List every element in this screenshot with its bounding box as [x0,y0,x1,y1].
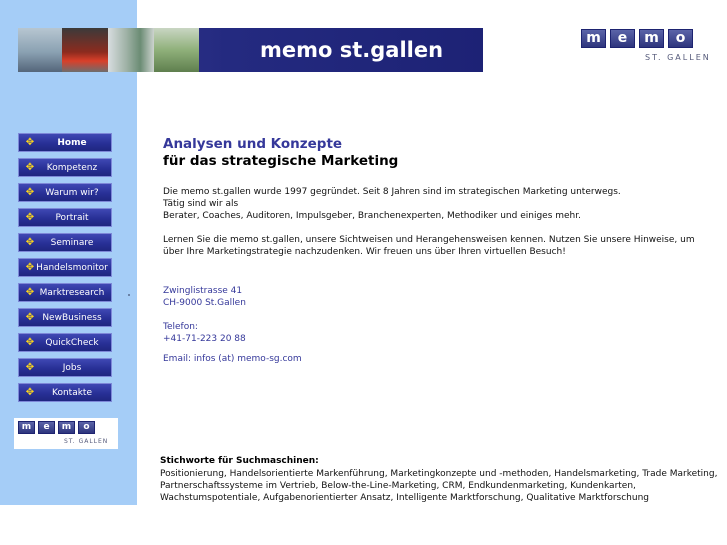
cross-arrows-icon: ✥ [25,212,35,223]
main-nav [18,133,112,408]
welcome-line-2: über Ihre Marketingstrategie nachzudenken. Wir freuen uns über Ihren virtuellen Besuch! [163,247,566,257]
nav-warum-wir[interactable]: ✥ Warum wir? [18,183,112,202]
phone-label: Telefon: [163,322,198,332]
logo-letter: m [58,421,75,434]
banner-photo-building [108,28,154,72]
intro-line-3: Berater, Coaches, Auditoren, Impulsgeber, Branchenexperten, Methodiker und einiges mehr. [163,211,581,221]
logo-letter: m [581,29,606,48]
sidebar-logo[interactable] [14,418,118,449]
nav-newbusiness[interactable]: ✥ NewBusiness [18,308,112,327]
cross-arrows-icon: ✥ [25,237,35,248]
logo-subtitle: ST. GALLEN [645,53,711,62]
logo-letter: o [668,29,693,48]
sidebar-logo-subtitle: ST. GALLEN [64,438,109,445]
keywords-line-1: Positionierung, Handelsorientierte Markenführung, Marketingkonzepte und -methoden, Handelsmarketing, Trade Marketing, [160,469,718,479]
cross-arrows-icon: ✥ [25,137,35,148]
nav-seminare[interactable]: ✥ Seminare [18,233,112,252]
keywords-title: Stichworte für Suchmaschinen: [160,456,319,466]
nav-jobs[interactable]: ✥ Jobs [18,358,112,377]
nav-kontakte[interactable]: ✥ Kontakte [18,383,112,402]
nav-quickcheck[interactable]: ✥ QuickCheck [18,333,112,352]
cross-arrows-icon: ✥ [25,387,35,398]
keywords-line-3: Wachstumspotentiale, Aufgabenorientierter Ansatz, Intelligente Marktforschung, Qualitative Marktforschung [160,493,650,503]
nav-home[interactable]: ✥ Home [18,133,112,152]
address-street: Zwinglistrasse 41 [163,286,243,296]
email-link[interactable]: Email: infos (at) memo-sg.com [163,354,302,364]
header-banner [18,28,483,72]
banner-photo-boat [62,28,108,72]
banner-title: memo st.gallen [260,38,444,62]
cross-arrows-icon: ✥ [25,162,35,173]
keywords-line-2: Partnerschaftssysteme im Vertrieb, Below-the-Line-Marketing, CRM, Endkundenmarketing, Kundenkarten, [160,481,636,491]
cross-arrows-icon: ✥ [25,362,35,373]
logo-letter: e [610,29,635,48]
cross-arrows-icon: ✥ [25,187,35,198]
welcome-line-1: Lernen Sie die memo st.gallen, unsere Sichtweisen und Herangehensweisen kennen. Nutzen Sie unsere Hinweise, um [163,235,695,245]
logo-letter: m [639,29,664,48]
banner-photo-garden [154,28,199,72]
logo-letter: o [78,421,95,434]
keywords-text [160,468,727,504]
logo-letter: e [38,421,55,434]
intro-line-1: Die memo st.gallen wurde 1997 gegründet. Seit 8 Jahren sind im strategischen Marketing unterwegs. [163,187,621,197]
banner-photo-harbor [18,28,62,72]
nav-portrait[interactable]: ✥ Portrait [18,208,112,227]
logo-letter: m [18,421,35,434]
nav-marktresearch[interactable]: ✥ Marktresearch [18,283,112,302]
memo-logo[interactable] [581,29,697,48]
sidebar-logo-letters [18,421,98,434]
cross-arrows-icon: ✥ [25,287,35,298]
cross-arrows-icon: ✥ [25,337,35,348]
nav-kompetenz[interactable]: ✥ Kompetenz [18,158,112,177]
address-city: CH-9000 St.Gallen [163,298,246,308]
intro-line-2: Tätig sind wir als [163,199,239,209]
phone-number: +41-71-223 20 88 [163,334,246,344]
page-title: Analysen und Konzepte [163,136,343,152]
cross-arrows-icon: ✥ [25,312,35,323]
cross-arrows-icon: ✥ [25,262,35,273]
nav-handelsmonitor[interactable]: ✥ Handelsmonitor [18,258,112,277]
page-subtitle: für das strategische Marketing [163,153,399,169]
decorative-dot [128,294,130,296]
